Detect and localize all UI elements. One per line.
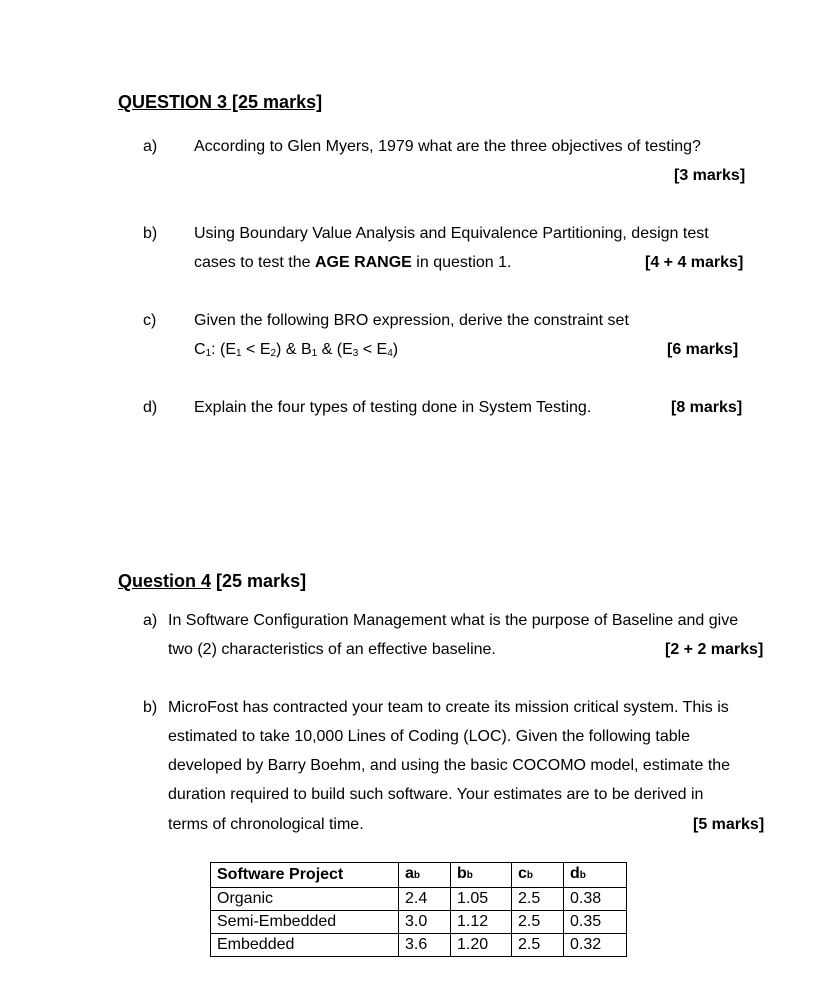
table-cell: 0.38 xyxy=(564,888,627,911)
q3c-label: c) xyxy=(143,312,157,329)
question-4-marks: [25 marks] xyxy=(211,571,307,591)
table-cell: 2.5 xyxy=(512,934,564,957)
question-3-marks: [25 marks] xyxy=(227,92,323,112)
question-4-heading xyxy=(118,571,306,592)
header-software-project: Software Project xyxy=(211,863,399,888)
q3c-expression: $C_1$: $(E_1 < E_2)$ & $B_1$ & $(E_3 < E_4)$ xyxy=(194,341,399,359)
table-header-row xyxy=(211,863,627,888)
q4a-line2: two (2) characteristics of an effective baseline. xyxy=(168,641,496,658)
table-cell: 2.5 xyxy=(512,911,564,934)
q3d-label: d) xyxy=(143,399,158,416)
header-d: db xyxy=(564,863,627,888)
table-cell: Semi-Embedded xyxy=(211,911,399,934)
q3a-marks: [3 marks] xyxy=(674,167,746,184)
q3b-line2-pre: cases to test the xyxy=(194,254,315,271)
table-row xyxy=(211,911,627,934)
table-cell: 1.20 xyxy=(451,934,512,957)
header-a: ab xyxy=(399,863,451,888)
q4a-marks: [2 + 2 marks] xyxy=(665,641,764,658)
table-row xyxy=(211,934,627,957)
q4a-label: a) xyxy=(143,612,158,629)
q3d-text: Explain the four types of testing done in System Testing. xyxy=(194,399,592,416)
q3a-label: a) xyxy=(143,138,158,155)
question-4-title: Question 4 xyxy=(118,571,212,591)
q4b-line: estimated to take 10,000 Lines of Coding (LOC). Given the following table xyxy=(168,728,691,745)
q4b-line: developed by Barry Boehm, and using the basic COCOMO model, estimate the xyxy=(168,757,731,774)
table-cell: 0.32 xyxy=(564,934,627,957)
q4a-line1: In Software Configuration Management what is the purpose of Baseline and give xyxy=(168,612,739,629)
table-cell: 1.12 xyxy=(451,911,512,934)
table-cell: 3.0 xyxy=(399,911,451,934)
table-cell: 2.5 xyxy=(512,888,564,911)
cocomo-table xyxy=(210,862,627,957)
q3b-label: b) xyxy=(143,225,158,242)
q3a-text: According to Glen Myers, 1979 what are the three objectives of testing? xyxy=(194,138,701,155)
q4b-line: terms of chronological time. xyxy=(168,816,364,833)
table-cell: 1.05 xyxy=(451,888,512,911)
header-b: bb xyxy=(451,863,512,888)
q3b-age-range: AGE RANGE xyxy=(314,254,412,271)
question-3-heading xyxy=(118,92,322,113)
table-cell: 3.6 xyxy=(399,934,451,957)
table-cell: 0.35 xyxy=(564,911,627,934)
q4b-line: MicroFost has contracted your team to create its mission critical system. This is xyxy=(168,699,729,716)
q3b-line2-post: in question 1. xyxy=(411,254,512,271)
table-cell: Embedded xyxy=(211,934,399,957)
header-c: cb xyxy=(512,863,564,888)
q4b-line: duration required to build such software. Your estimates are to be derived in xyxy=(168,786,704,803)
q3c-marks: [6 marks] xyxy=(667,341,739,358)
table-row xyxy=(211,888,627,911)
q3c-line1: Given the following BRO expression, derive the constraint set xyxy=(194,312,629,329)
q3b-line1: Using Boundary Value Analysis and Equivalence Partitioning, design test xyxy=(194,225,709,242)
q3d-marks: [8 marks] xyxy=(671,399,743,416)
table-cell: 2.4 xyxy=(399,888,451,911)
q3b-line2 xyxy=(194,254,511,272)
table-cell: Organic xyxy=(211,888,399,911)
q4b-marks: [5 marks] xyxy=(693,816,765,833)
question-3-title: QUESTION 3 xyxy=(118,92,228,112)
q3b-marks: [4 + 4 marks] xyxy=(645,254,744,271)
q4b-label: b) xyxy=(143,699,158,716)
